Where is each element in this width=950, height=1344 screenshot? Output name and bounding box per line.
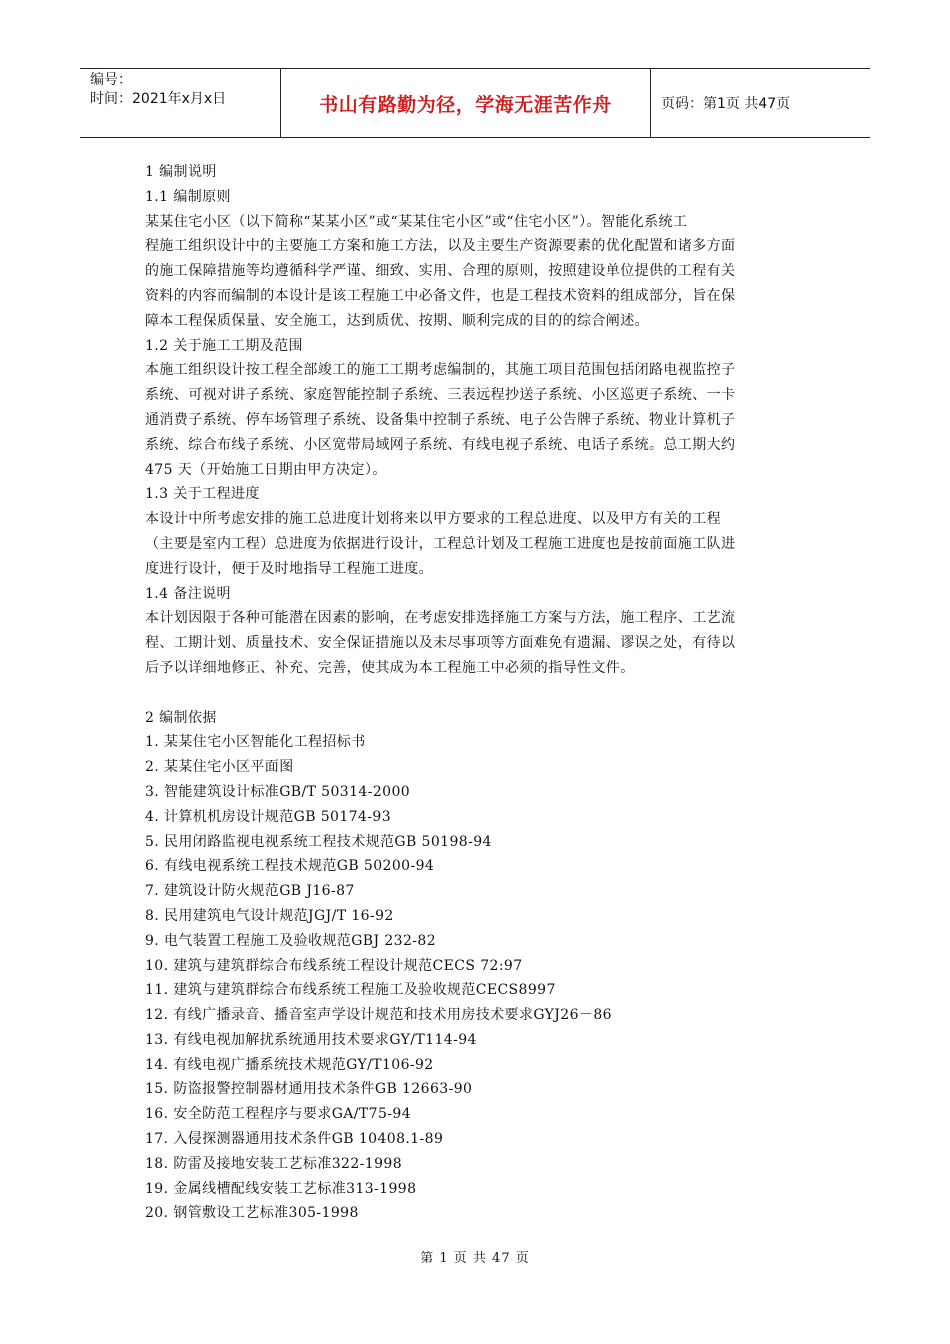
text-line: 15. 防盗报警控制器材通用技术条件GB 12663-90 (145, 1081, 473, 1098)
text-line: 9. 电气装置工程施工及验收规范GBJ 232-82 (145, 932, 437, 949)
text-line: 障本工程保质保量、安全施工，达到质优、按期、顺利完成的目的的综合阐述。 (145, 312, 649, 329)
text-line: 1.4 备注说明 (145, 585, 231, 602)
text-line: 17. 入侵探测器通用技术条件GB 10408.1-89 (145, 1131, 444, 1148)
text-line: 4. 计算机机房设计规范GB 50174-93 (145, 808, 392, 825)
text-line: 5. 民用闭路监视电视系统工程技术规范GB 50198-94 (145, 833, 492, 850)
text-line: 资料的内容而编制的本设计是该工程施工中必备文件，也是工程技术资料的组成部分，旨在保 (145, 287, 736, 304)
text-line: 系统、可视对讲子系统、家庭智能控制子系统、三表远程抄送子系统、小区巡更子系统、一卡 (145, 387, 736, 404)
text-line: 本计划因限于各种可能潜在因素的影响，在考虑安排选择施工方案与方法，施工程序、工艺流 (145, 610, 736, 627)
text-line: 14. 有线电视广播系统技术规范GY/T106-92 (145, 1056, 434, 1073)
text-line: 本施工组织设计按工程全部竣工的施工工期考虑编制的，其施工项目范围包括闭路电视监控子 (145, 362, 736, 379)
text-line: 的施工保障措施等均遵循科学严谨、细致、实用、合理的原则，按照建设单位提供的工程有关 (145, 263, 736, 280)
header-page-info: 页码：第1页 共47页 (661, 96, 791, 112)
page-header (80, 68, 870, 138)
text-line: 程施工组织设计中的主要施工方案和施工方法，以及主要生产资源要素的优化配置和诸多方面 (145, 238, 736, 255)
text-line: 1 编制说明 (145, 164, 217, 180)
text-line: 1.3 关于工程进度 (145, 486, 260, 503)
text-line: 13. 有线电视加解扰系统通用技术要求GY/T114-94 (145, 1031, 477, 1048)
text-line: 10. 建筑与建筑群综合布线系统工程设计规范CECS 72:97 (145, 957, 523, 974)
text-line: 7. 建筑设计防火规范GB J16-87 (145, 883, 355, 900)
header-meta-cell (80, 69, 281, 137)
text-line: 系统、综合布线子系统、小区宽带局域网子系统、有线电视子系统、电话子系统。总工期大约 (145, 436, 736, 453)
text-line: 1.2 关于施工工期及范围 (145, 337, 303, 354)
text-line: 2 编制依据 (145, 709, 217, 726)
text-line: 1.1 编制原则 (145, 188, 231, 205)
text-line: 16. 安全防范工程程序与要求GA/T75-94 (145, 1106, 412, 1123)
text-line: 2. 某某住宅小区平面图 (145, 759, 294, 776)
document-code-label: 编号： (90, 72, 132, 88)
text-line: 8. 民用建筑电气设计规范JGJ/T 16-92 (145, 907, 394, 924)
text-line: 475 天（开始施工日期由甲方决定）。 (145, 461, 387, 478)
header-motto: 书山有路勤为径，学海无涯苦作舟 (281, 69, 651, 137)
paragraph-gap (145, 681, 805, 706)
text-line: 本设计中所考虑安排的施工总进度计划将来以甲方要求的工程总进度、以及甲方有关的工程 (145, 511, 721, 528)
text-line: 度进行设计，便于及时地指导工程施工进度。 (145, 560, 433, 577)
text-line: 18. 防雷及接地安装工艺标准322-1998 (145, 1155, 402, 1172)
text-line: 19. 金属线槽配线安装工艺标准313-1998 (145, 1180, 417, 1197)
text-line: 12. 有线广播录音、播音室声学设计规范和技术用房技术要求GYJ26－86 (145, 1007, 612, 1024)
document-body (145, 160, 805, 1226)
text-line: 6. 有线电视系统工程技术规范GB 50200-94 (145, 858, 435, 875)
page-footer: 第 1 页 共 47 页 (420, 1251, 530, 1266)
text-line: 3. 智能建筑设计标准GB/T 50314-2000 (145, 783, 411, 800)
text-line: （主要是室内工程）总进度为依据进行设计，工程总计划及工程施工进度也是按前面施工队进 (145, 535, 736, 552)
text-line: 11. 建筑与建筑群综合布线系统工程施工及验收规范CECS8997 (145, 982, 556, 999)
text-line: 后予以详细地修正、补充、完善，使其成为本工程施工中必须的指导性文件。 (145, 659, 635, 676)
text-line: 通消费子系统、停车场管理子系统、设备集中控制子系统、电子公告牌子系统、物业计算机子 (145, 411, 736, 428)
text-line: 程、工期计划、质量技术、安全保证措施以及未尽事项等方面难免有遗漏、谬误之处，有待以 (145, 635, 736, 652)
text-line: 某某住宅小区（以下简称“某某小区”或“某某住宅小区”或“住宅小区”）。智能化系统工 (145, 213, 688, 230)
text-line: 20. 钢管敷设工艺标准305-1998 (145, 1205, 359, 1222)
document-date-label: 时间：2021年x月x日 (90, 91, 227, 107)
text-line: 1. 某某住宅小区智能化工程招标书 (145, 734, 366, 751)
